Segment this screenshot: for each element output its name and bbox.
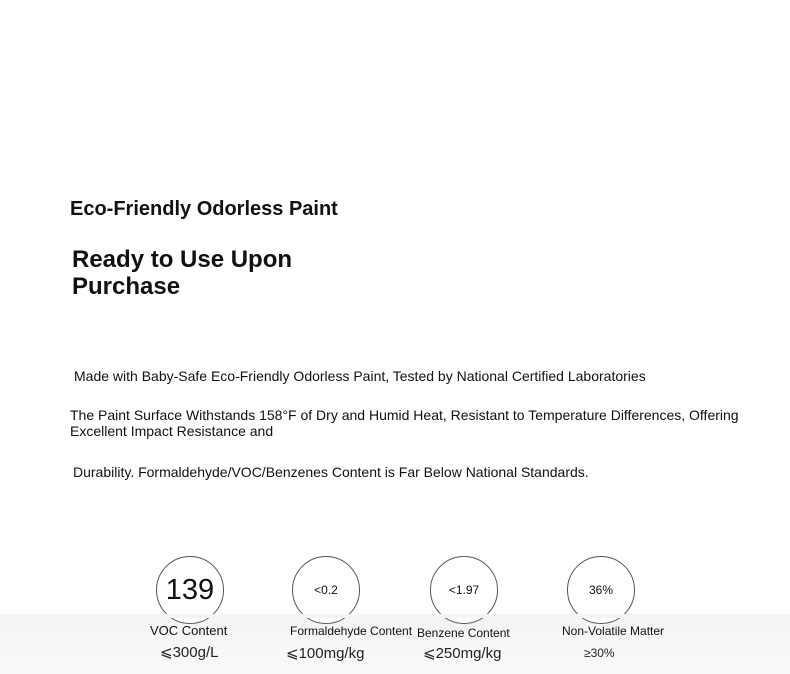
non-volatile-label: Non-Volatile Matter [562,624,665,638]
formaldehyde-value: <0.2 [314,583,338,597]
description-line-3: Durability. Formaldehyde/VOC/Benzenes Content is Far Below National Standards. [73,464,589,480]
benzene-limit: ⩽250mg/kg [423,645,502,662]
voc-value: 139 [165,573,215,606]
benzene-value: <1.97 [448,583,480,597]
formaldehyde-limit: ⩽100mg/kg [286,645,365,662]
voc-label: VOC Content [150,623,228,638]
benzene-label: Benzene Content [417,626,510,640]
page-subtitle: Ready to Use Upon Purchase [72,246,293,300]
description-line-2: The Paint Surface Withstands 158°F of Dry and Humid Heat, Resistant to Temperature Differences, Offering Excellent Impact Resistance and [70,407,739,439]
page-title: Eco-Friendly Odorless Paint [70,198,338,220]
description-line-1: Made with Baby-Safe Eco-Friendly Odorless Paint, Tested by National Certified Laboratories [74,368,646,384]
non-volatile-value: 36% [588,583,614,597]
band-edge [0,614,790,618]
formaldehyde-label: Formaldehyde Content [290,624,413,638]
voc-limit: ⩽300g/L [160,644,219,661]
non-volatile-limit: ≥30% [584,646,615,660]
